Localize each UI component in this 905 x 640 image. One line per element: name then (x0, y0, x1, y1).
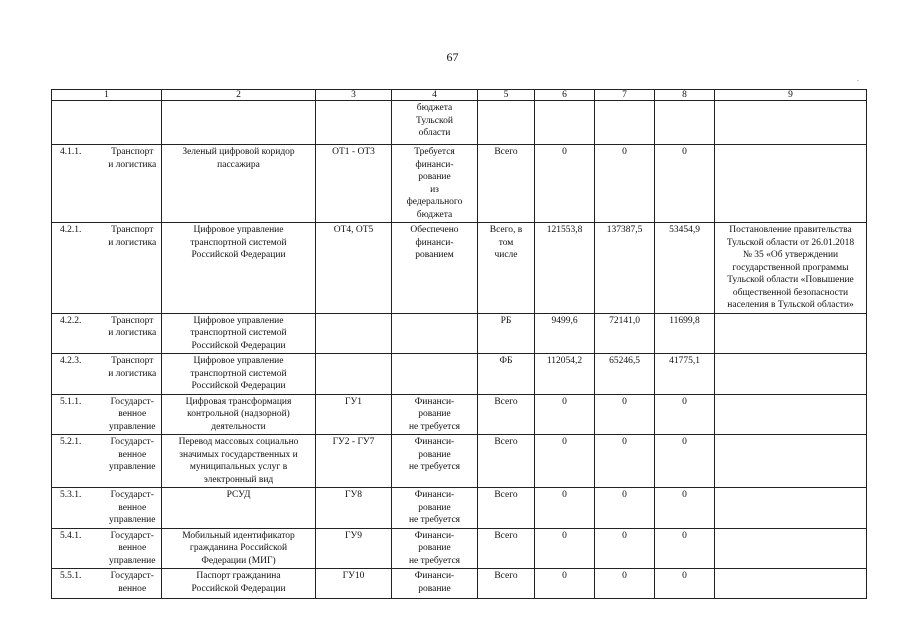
cell-source: Всего (478, 145, 535, 223)
cell-value-6 (535, 101, 595, 145)
cell-value-8: 0 (655, 145, 715, 223)
cell-indicator: ОТ4, ОТ5 (316, 223, 392, 314)
cell-value-6: 0 (535, 569, 595, 599)
cell-value-7: 0 (595, 435, 655, 488)
cell-value-8: 0 (655, 394, 715, 435)
cell-area: Государст- венное управление (104, 528, 162, 569)
cell-note (715, 569, 867, 599)
cell-value-6: 0 (535, 145, 595, 223)
page-number: 67 (446, 50, 459, 64)
cell-source: ФБ (478, 354, 535, 395)
cell-indicator: ГУ9 (316, 528, 392, 569)
cell-code: 5.3.1. (52, 488, 104, 529)
cell-value-7: 65246,5 (595, 354, 655, 395)
table-row (52, 223, 867, 314)
col-header-5: 5 (478, 90, 535, 101)
col-header-8: 8 (655, 90, 715, 101)
cell-status: Финанси- рование не требуется (392, 435, 478, 488)
cell-indicator (316, 101, 392, 145)
cell-value-6: 9499,6 (535, 313, 595, 354)
cell-area: Государст- венное управление (104, 435, 162, 488)
cell-value-6: 0 (535, 394, 595, 435)
cell-name: Паспорт гражданина Российской Федерации (162, 569, 316, 599)
cell-code: 5.1.1. (52, 394, 104, 435)
cell-source: Всего (478, 488, 535, 529)
table-row (52, 313, 867, 354)
cell-area: Государст- венное управление (104, 394, 162, 435)
cell-value-7: 0 (595, 488, 655, 529)
cell-status: Финанси- рование не требуется (392, 528, 478, 569)
cell-source (478, 101, 535, 145)
table-row (52, 354, 867, 395)
cell-value-6: 0 (535, 435, 595, 488)
cell-name: Перевод массовых социально значимых государственных и муниципальных услуг в электронный вид (162, 435, 316, 488)
col-header-4: 4 (392, 90, 478, 101)
cell-code: 5.4.1. (52, 528, 104, 569)
cell-name (162, 101, 316, 145)
cell-area (104, 101, 162, 145)
col-header-1: 1 (52, 90, 162, 101)
cell-note (715, 394, 867, 435)
header-row (52, 90, 867, 101)
cell-code: 4.2.1. (52, 223, 104, 314)
cell-status (392, 313, 478, 354)
table-row (52, 435, 867, 488)
cell-indicator: ГУ2 - ГУ7 (316, 435, 392, 488)
cell-note: Постановление правительства Тульской области от 26.01.2018 № 35 «Об утверждении государственной программы Тульской области «Повышение общественной безопасности населения в Тульской области» (715, 223, 867, 314)
col-header-3: 3 (316, 90, 392, 101)
cell-area: Транспорт и логистика (104, 223, 162, 314)
cell-value-8: 53454,9 (655, 223, 715, 314)
col-header-6: 6 (535, 90, 595, 101)
cell-source: Всего (478, 569, 535, 599)
cell-value-6: 0 (535, 488, 595, 529)
table-row (52, 528, 867, 569)
cell-value-8: 11699,8 (655, 313, 715, 354)
cell-name: РСУД (162, 488, 316, 529)
cell-value-7: 0 (595, 145, 655, 223)
cell-indicator (316, 313, 392, 354)
cell-code: 5.5.1. (52, 569, 104, 599)
cell-note (715, 528, 867, 569)
cell-code: 4.1.1. (52, 145, 104, 223)
cell-value-7: 0 (595, 394, 655, 435)
cell-area: Государст- венное управление (104, 488, 162, 529)
cell-source: РБ (478, 313, 535, 354)
cell-status: Требуется финанси- рование из федерального бюджета (392, 145, 478, 223)
cell-area: Транспорт и логистика (104, 354, 162, 395)
cell-area: Государст- венное (104, 569, 162, 599)
cell-area: Транспорт и логистика (104, 313, 162, 354)
cell-status: Финанси- рование не требуется (392, 488, 478, 529)
cell-status: Финанси- рование не требуется (392, 394, 478, 435)
cell-source: Всего (478, 435, 535, 488)
cell-value-7: 72141,0 (595, 313, 655, 354)
table-row (52, 488, 867, 529)
cell-value-8: 0 (655, 488, 715, 529)
table-row (52, 145, 867, 223)
table-row (52, 101, 867, 145)
cell-value-6: 121553,8 (535, 223, 595, 314)
cell-value-7: 137387,5 (595, 223, 655, 314)
cell-value-8 (655, 101, 715, 145)
cell-note (715, 145, 867, 223)
cell-value-8: 41775,1 (655, 354, 715, 395)
cell-source: Всего, в том числе (478, 223, 535, 314)
cell-name: Цифровое управление транспортной системой Российской Федерации (162, 223, 316, 314)
cell-name: Цифровая трансформация контрольной (надзорной) деятельности (162, 394, 316, 435)
cell-value-6: 0 (535, 528, 595, 569)
col-header-2: 2 (162, 90, 316, 101)
cell-note (715, 354, 867, 395)
table-row (52, 394, 867, 435)
cell-indicator (316, 354, 392, 395)
cell-value-7: 0 (595, 528, 655, 569)
cell-name: Мобильный идентификатор гражданина Российской Федерации (МИГ) (162, 528, 316, 569)
cell-code (52, 101, 104, 145)
cell-status (392, 354, 478, 395)
table-row (52, 569, 867, 599)
cell-code: 4.2.3. (52, 354, 104, 395)
cell-name: Зеленый цифровой коридор пассажира (162, 145, 316, 223)
cell-indicator: ГУ1 (316, 394, 392, 435)
cell-note (715, 101, 867, 145)
cell-value-7: 0 (595, 569, 655, 599)
cell-value-8: 0 (655, 528, 715, 569)
scan-mark: . (857, 74, 859, 83)
col-header-7: 7 (595, 90, 655, 101)
cell-area: Транспорт и логистика (104, 145, 162, 223)
cell-value-7 (595, 101, 655, 145)
cell-status: Финанси- рование (392, 569, 478, 599)
cell-value-8: 0 (655, 435, 715, 488)
cell-value-6: 112054,2 (535, 354, 595, 395)
cell-note (715, 488, 867, 529)
program-table (51, 89, 867, 599)
cell-status: бюджета Тульской области (392, 101, 478, 145)
cell-source: Всего (478, 394, 535, 435)
cell-code: 5.2.1. (52, 435, 104, 488)
cell-source: Всего (478, 528, 535, 569)
cell-note (715, 435, 867, 488)
cell-indicator: ОТ1 - ОТ3 (316, 145, 392, 223)
cell-status: Обеспечено финанси- рованием (392, 223, 478, 314)
cell-indicator: ГУ10 (316, 569, 392, 599)
cell-name: Цифровое управление транспортной системой Российской Федерации (162, 313, 316, 354)
cell-value-8: 0 (655, 569, 715, 599)
cell-indicator: ГУ8 (316, 488, 392, 529)
cell-note (715, 313, 867, 354)
cell-name: Цифровое управление транспортной системой Российской Федерации (162, 354, 316, 395)
col-header-9: 9 (715, 90, 867, 101)
cell-code: 4.2.2. (52, 313, 104, 354)
